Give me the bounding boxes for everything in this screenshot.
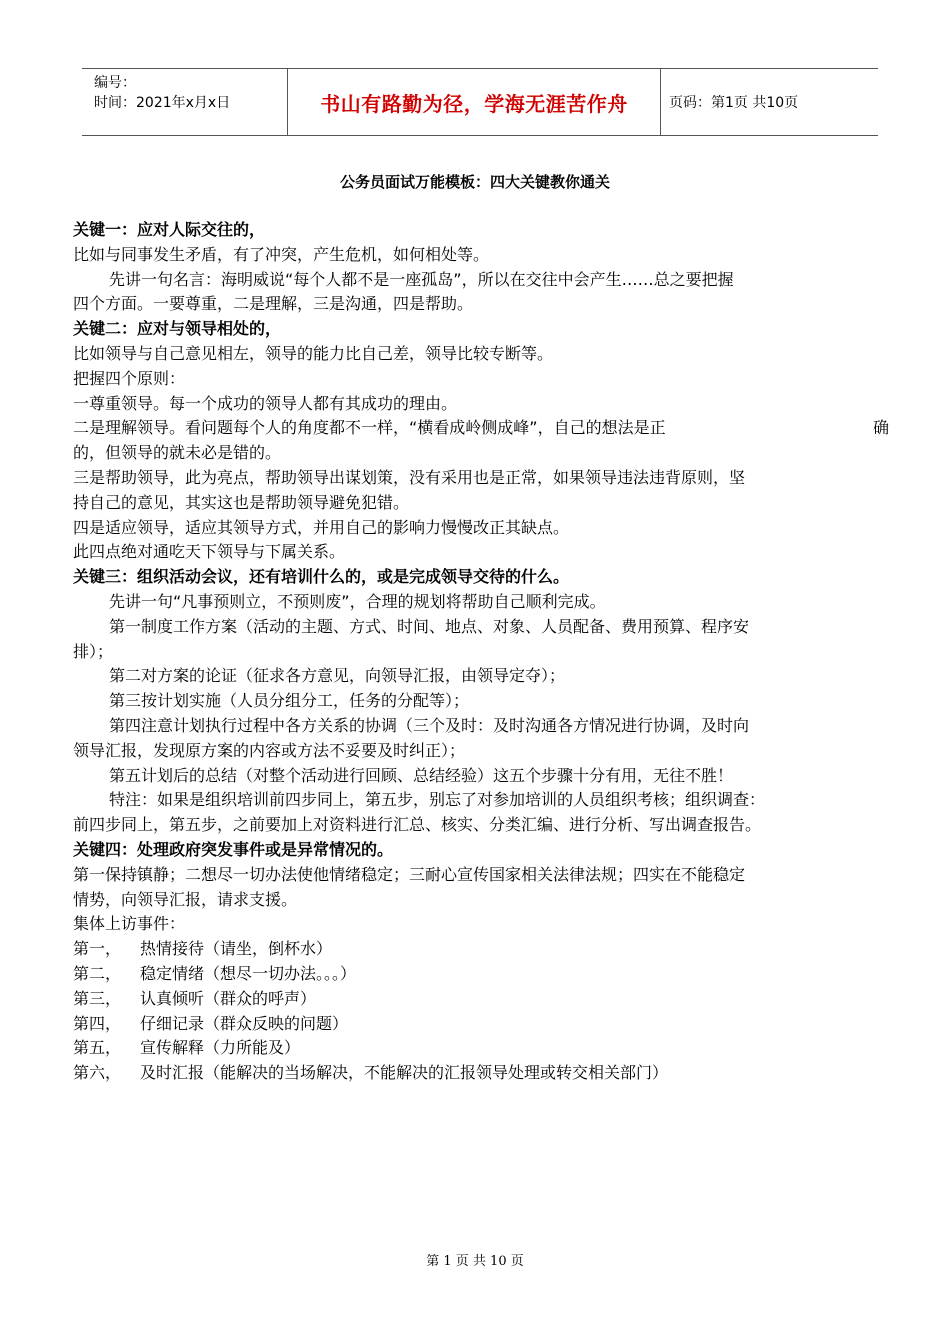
section-heading-2: 关键二：应对与领导相处的， (73, 319, 282, 339)
list-item-text: 认真倾听（群众的呼声） (140, 988, 317, 1008)
header-number: 编号： (94, 75, 136, 91)
paragraph-line: 特注：如果是组织培训前四步同上，第五步，别忘了对参加培训的人员组织考核；组织调查： (109, 790, 766, 810)
section-heading-1: 关键一：应对人际交往的， (73, 220, 266, 239)
list-item-text: 宣传解释（力所能及） (140, 1038, 301, 1058)
paragraph-line: 三是帮助领导，此为亮点，帮助领导出谋划策，没有采用也是正常，如果领导违法违背原则，坚 (73, 467, 746, 487)
paragraph-line-tail: 确 (872, 418, 889, 438)
list-item-text: 稳定情绪（想尽一切办法。。。） (140, 963, 357, 983)
list-item-text: 仔细记录（群众反映的问题） (140, 1013, 349, 1033)
paragraph-line: 领导汇报，发现原方案的内容或方法不妥要及时纠正）； (73, 740, 466, 760)
paragraph-line: 一尊重领导。每一个成功的领导人都有其成功的理由。 (73, 393, 458, 413)
list-item (73, 1012, 889, 1037)
header-meta (82, 69, 287, 135)
list-item (73, 1061, 889, 1086)
paragraph-line: 的，但领导的就未必是错的。 (73, 443, 282, 463)
paragraph-line: 第二对方案的论证（征求各方意见，向领导汇报，由领导定夺）； (109, 666, 566, 686)
list-item-text: 热情接待（请坐，倒杯水） (140, 939, 333, 959)
paragraph-line (73, 416, 889, 441)
paragraph-line: 第三按计划实施（人员分组分工，任务的分配等）； (109, 691, 470, 711)
paragraph-line: 第一保持镇静；二想尽一切办法使他情绪稳定；三耐心宣传国家相关法律法规；四实在不能稳定 (73, 864, 746, 884)
paragraph-line: 第四注意计划执行过程中各方关系的协调（三个及时：及时沟通各方情况进行协调，及时向 (109, 715, 750, 735)
list-item-number: 第一， (73, 939, 122, 959)
paragraph-line-text: 二是理解领导。看问题每个人的角度都不一样，“横看成岭侧成峰”，自己的想法是正 (73, 418, 666, 438)
list-item-number: 第四， (73, 1013, 122, 1033)
paragraph-line: 排）； (73, 641, 114, 661)
paragraph-line: 先讲一句“凡事预则立，不预则废”，合理的规划将帮助自己顺利完成。 (109, 591, 606, 611)
list-item (73, 937, 889, 962)
document-header (82, 68, 878, 136)
paragraph-line: 把握四个原则： (73, 368, 186, 388)
paragraph-line: 持自己的意见，其实这也是帮助领导避免犯错。 (73, 492, 410, 512)
document-title: 公务员面试万能模板：四大关键教你通关 (339, 173, 610, 191)
paragraph-line: 四是适应领导，适应其领导方式，并用自己的影响力慢慢改正其缺点。 (73, 517, 570, 537)
list-item (73, 987, 889, 1012)
header-page: 页码：第1页 共10页 (669, 95, 799, 111)
paragraph-line: 比如与同事发生矛盾，有了冲突，产生危机，如何相处等。 (73, 244, 490, 264)
paragraph-line: 此四点绝对通吃天下领导与下属关系。 (73, 542, 346, 562)
list-item (73, 962, 889, 987)
paragraph-line: 情势，向领导汇报，请求支援。 (73, 889, 298, 909)
paragraph-line: 集体上访事件： (73, 914, 186, 934)
paragraph-line: 四个方面。一要尊重，二是理解，三是沟通，四是帮助。 (73, 294, 474, 314)
paragraph-line: 比如领导与自己意见相左，领导的能力比自己差，领导比较专断等。 (73, 343, 554, 363)
paragraph-line: 第一制度工作方案（活动的主题、方式、时间、地点、对象、人员配备、费用预算、程序安 (109, 616, 750, 636)
document-body (73, 218, 889, 1086)
list-item (73, 1036, 889, 1061)
paragraph-line: 第五计划后的总结（对整个活动进行回顾、总结经验）这五个步骤十分有用，无往不胜！ (109, 765, 734, 785)
list-item-number: 第二， (73, 963, 122, 983)
section-heading-4: 关键四：处理政府突发事件或是异常情况的。 (73, 839, 394, 859)
section-heading-3: 关键三：组织活动会议，还有培训什么的，或是完成领导交待的什么。 (73, 567, 570, 587)
list-item-text: 及时汇报（能解决的当场解决，不能解决的汇报领导处理或转交相关部门） (140, 1063, 669, 1083)
page-footer: 第 1 页 共 10 页 (426, 1254, 524, 1269)
paragraph-line: 先讲一句名言：海明威说“每个人都不是一座孤岛”，所以在交往中会产生……总之要把握 (109, 269, 734, 289)
list-item-number: 第三， (73, 988, 122, 1008)
list-item-number: 第五， (73, 1038, 122, 1058)
list-item-number: 第六， (73, 1063, 122, 1083)
header-motto: 书山有路勤为径，学海无涯苦作舟 (287, 69, 661, 135)
header-time: 时间：2021年x月x日 (94, 95, 231, 111)
paragraph-line: 前四步同上，第五步，之前要加上对资料进行汇总、核实、分类汇编、进行分析、写出调查报告。 (73, 815, 762, 835)
